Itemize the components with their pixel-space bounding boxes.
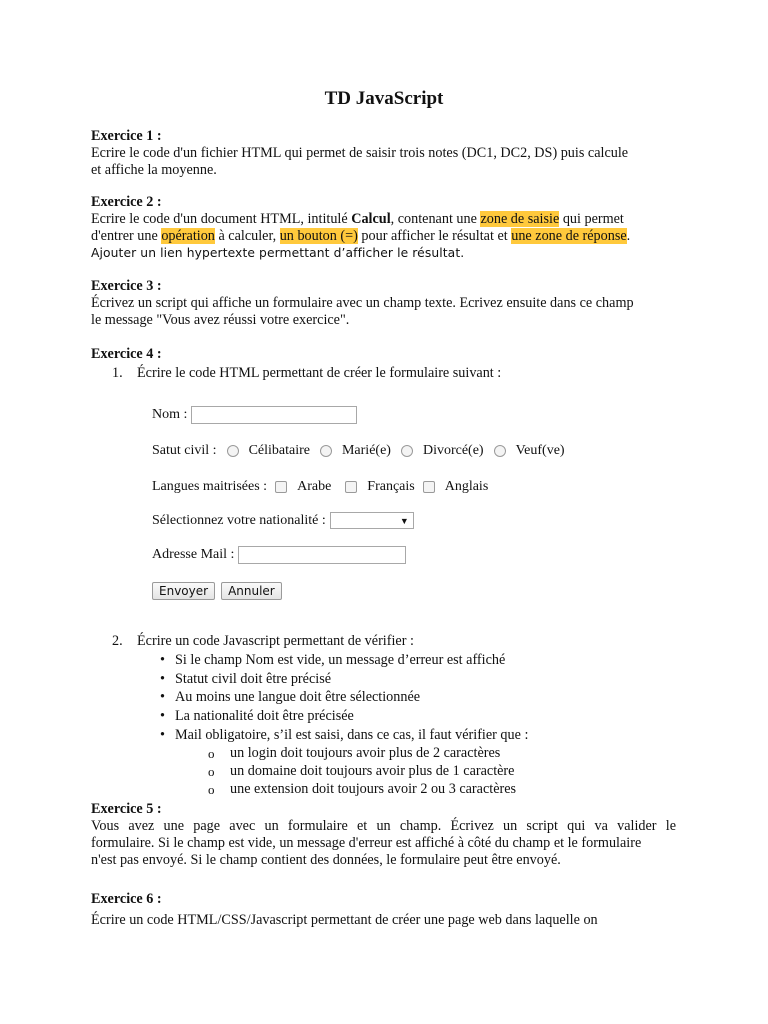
checkbox-label-francais: Français	[367, 479, 415, 494]
list-number-2: 2.	[112, 633, 123, 649]
exercise-1-text-line-2: et affiche la moyenne.	[91, 162, 217, 178]
exercise-3-text-line-2: le message "Vous avez réussi votre exercice".	[91, 312, 350, 328]
bullet-item: La nationalité doit être précisée	[175, 708, 354, 724]
highlight-zone-de-saisie: zone de saisie	[480, 211, 560, 227]
exercise-3-heading: Exercice 3 :	[91, 278, 162, 294]
page-title: TD JavaScript	[324, 88, 444, 109]
exercise-5-text-line-2: formulaire. Si le champ est vide, un message d'erreur est affiché à côté du champ et le formulaire	[91, 835, 642, 851]
statut-label: Satut civil :	[152, 443, 217, 458]
form-row-nom	[152, 406, 357, 424]
radio-marie[interactable]	[320, 445, 332, 457]
exercise-1	[91, 128, 676, 179]
exercise-6-text-line-1: Écrire un code HTML/CSS/Javascript permettant de créer une page web dans laquelle on	[91, 912, 598, 928]
bullet-item: Mail obligatoire, s’il est saisi, dans ce cas, il faut vérifier que :	[175, 727, 529, 743]
exercise-4-heading	[91, 346, 676, 363]
exercise-5	[91, 801, 676, 869]
exercise-2	[91, 194, 676, 262]
exercise-3-text-line-1: Écrivez un script qui affiche un formulaire avec un champ texte. Ecrivez ensuite dans ce champ	[91, 295, 634, 311]
nationalite-label: Sélectionnez votre nationalité :	[152, 512, 326, 528]
radio-label-veuf: Veuf(ve)	[515, 443, 565, 458]
exercise-1-heading: Exercice 1 :	[91, 128, 162, 144]
checkbox-arabe[interactable]	[275, 481, 287, 493]
text-segment: Ecrire le code d'un document HTML, intitulé	[91, 211, 352, 227]
bullet-item: Au moins une langue doit être sélectionnée	[175, 689, 421, 705]
exercise-2-text-line-3: Ajouter un lien hypertexte permettant d’afficher le résultat.	[91, 246, 465, 260]
nom-input[interactable]	[191, 406, 357, 424]
text-segment: , contenant une	[390, 211, 481, 227]
exercise-6	[91, 891, 676, 929]
bullet-item: Statut civil doit être précisé	[175, 671, 332, 687]
langues-label: Langues maitrisées :	[152, 479, 268, 494]
bold-term: Calcul	[351, 211, 391, 227]
sub-bullet-icon: o	[208, 764, 215, 779]
radio-label-celibataire: Célibataire	[248, 443, 310, 458]
form-row-langues	[152, 479, 488, 495]
list-item-1-text: Écrire le code HTML permettant de créer le formulaire suivant :	[137, 365, 502, 381]
checkbox-label-anglais: Anglais	[444, 479, 489, 494]
highlight-bouton: un bouton (=)	[279, 228, 358, 244]
highlight-operation: opération	[161, 228, 215, 244]
exercise-5-text-line-1: Vous avez une page avec un formulaire et un champ. Écrivez un script qui va valider le	[91, 818, 676, 834]
list-number-1: 1.	[112, 365, 123, 381]
radio-label-divorce: Divorcé(e)	[422, 443, 484, 458]
exercise-1-text-line-1: Ecrire le code d'un fichier HTML qui permet de saisir trois notes (DC1, DC2, DS) puis calcule	[91, 145, 629, 161]
mail-label: Adresse Mail :	[152, 547, 235, 562]
text-segment: d'entrer une	[91, 228, 162, 244]
exercise-5-heading: Exercice 5 :	[91, 801, 162, 817]
radio-veuf[interactable]	[494, 445, 506, 457]
nationalite-select[interactable]	[330, 512, 414, 529]
checkbox-anglais[interactable]	[423, 481, 435, 493]
bullet-item: Si le champ Nom est vide, un message d’erreur est affiché	[175, 652, 506, 668]
sub-bullet-item: un login doit toujours avoir plus de 2 caractères	[230, 745, 501, 761]
checkbox-francais[interactable]	[345, 481, 357, 493]
sub-bullet-icon: o	[208, 782, 215, 797]
form-buttons	[152, 582, 282, 600]
exercise-2-heading: Exercice 2 :	[91, 194, 162, 210]
exercise-2-text-line-1	[91, 211, 676, 228]
text-segment: pour afficher le résultat et	[357, 228, 512, 244]
bullet-icon: •	[160, 708, 165, 724]
text-segment: qui permet	[559, 211, 624, 227]
checkbox-label-arabe: Arabe	[297, 479, 332, 494]
form-row-statut	[152, 443, 565, 459]
exercise-3	[91, 278, 676, 329]
mail-input[interactable]	[238, 546, 406, 564]
radio-label-marie: Marié(e)	[341, 443, 391, 458]
bullet-icon: •	[160, 671, 165, 687]
sub-bullet-item: une extension doit toujours avoir 2 ou 3 caractères	[230, 781, 517, 797]
nom-label: Nom :	[152, 407, 188, 422]
exercise-4-heading-text: Exercice 4 :	[91, 346, 162, 362]
annuler-button[interactable]: Annuler	[221, 582, 282, 600]
text-segment: .	[626, 228, 631, 244]
radio-divorce[interactable]	[401, 445, 413, 457]
bullet-icon: •	[160, 689, 165, 705]
sub-bullet-icon: o	[208, 746, 215, 761]
exercise-2-text-line-2	[91, 228, 676, 245]
bullet-icon: •	[160, 727, 165, 743]
exercise-5-text-line-3: n'est pas envoyé. Si le champ contient des données, le formulaire peut être envoyé.	[91, 852, 561, 868]
sub-bullet-item: un domaine doit toujours avoir plus de 1 caractère	[230, 763, 515, 779]
bullet-icon: •	[160, 652, 165, 668]
text-segment: à calculer,	[214, 228, 280, 244]
highlight-zone-de-reponse: une zone de réponse	[511, 228, 627, 244]
form-row-nationalite	[152, 512, 414, 529]
envoyer-button[interactable]: Envoyer	[152, 582, 215, 600]
chevron-down-icon: ▼	[399, 515, 409, 526]
list-item-2-text: Écrire un code Javascript permettant de vérifier :	[137, 633, 414, 649]
form-row-mail	[152, 546, 406, 564]
radio-celibataire[interactable]	[227, 445, 239, 457]
exercise-6-heading: Exercice 6 :	[91, 891, 162, 907]
